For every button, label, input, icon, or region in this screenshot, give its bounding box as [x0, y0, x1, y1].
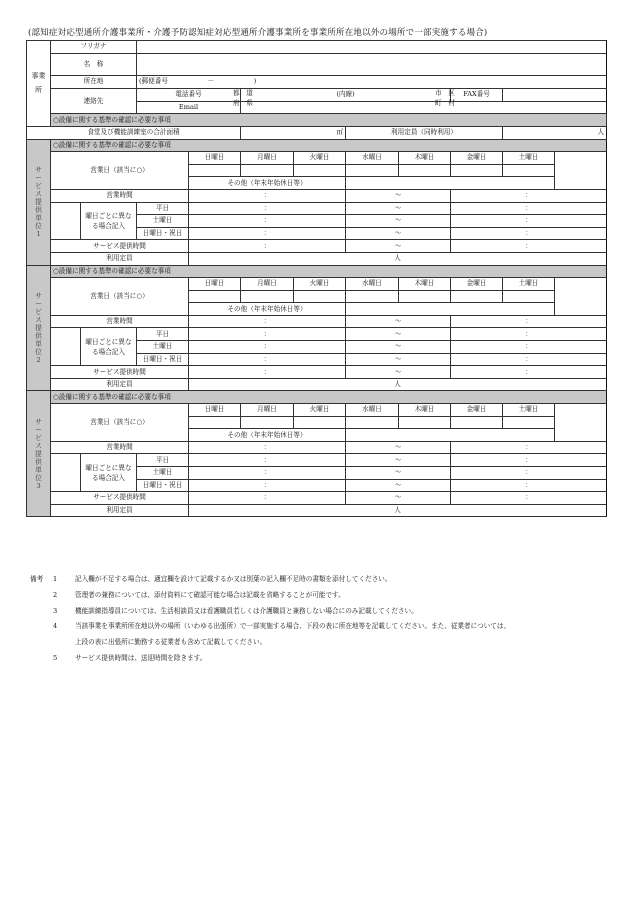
- range-tilde: ～: [346, 353, 451, 366]
- note-item: [30, 635, 610, 651]
- note-text: 機能訓練指導員については、生活相談員又は看護職員若しくは介護職員と兼務しない場合にのみ記載してください。: [75, 606, 418, 615]
- postal-code: (郵便番号 － ): [139, 76, 257, 85]
- note-number: 2: [53, 590, 58, 599]
- colon: ：: [263, 203, 271, 212]
- note-text: サービス提供時間は、送迎時間を除きます。: [75, 653, 207, 662]
- start-time-input[interactable]: [189, 328, 346, 341]
- by-day-label: 曜日ごとに異なる場合記入: [81, 328, 137, 366]
- sqm-unit: ㎡: [336, 128, 344, 137]
- weekday-checkbox[interactable]: [399, 290, 451, 303]
- unit-capacity-input[interactable]: [189, 504, 607, 517]
- range-tilde: ～: [346, 492, 451, 505]
- note-text: 記入欄が不足する場合は、適宜欄を設けて記載するか又は別葉の記入欄不足時の書類を添付してください。: [75, 575, 392, 583]
- range-tilde: ～: [346, 467, 451, 480]
- dining-area-label: 食堂及び機能訓練室の合計面積: [27, 126, 241, 139]
- end-time-input[interactable]: [451, 492, 607, 505]
- note-item: [30, 588, 610, 604]
- business-days-label: 営業日（該当に○）: [51, 278, 189, 316]
- phone-label: 電話番号: [137, 89, 241, 102]
- colon: ：: [525, 367, 532, 376]
- end-time-input[interactable]: [451, 189, 607, 202]
- day-type-weekday: 平日: [137, 454, 189, 467]
- name-label: 名 称: [51, 53, 137, 75]
- weekday-checkbox[interactable]: [189, 290, 241, 303]
- end-time-input[interactable]: [451, 328, 607, 341]
- weekday-header: 金曜日: [451, 152, 503, 165]
- person-unit: 人: [597, 128, 605, 137]
- weekday-checkbox[interactable]: [503, 290, 555, 303]
- phone-input[interactable]: [241, 89, 451, 102]
- colon: ：: [525, 468, 532, 477]
- business-days-label: 営業日（該当に○）: [51, 152, 189, 190]
- city-cho-son: 町 村: [435, 98, 455, 107]
- start-time-input[interactable]: [189, 240, 346, 253]
- day-type-sunday-holiday: 日曜日・祝日: [137, 479, 189, 492]
- capacity-label: 利用定員（同時利用）: [346, 126, 503, 139]
- business-hours-label: 営業時間: [51, 441, 189, 454]
- end-time-input[interactable]: [451, 227, 607, 240]
- end-time-input[interactable]: [451, 215, 607, 228]
- unit-capacity-input[interactable]: [189, 252, 607, 265]
- other-holidays-label: その他（年末年始休日等）: [189, 303, 346, 316]
- dining-area-input[interactable]: [241, 126, 346, 139]
- colon: ：: [263, 329, 271, 338]
- start-time-input[interactable]: [189, 366, 346, 379]
- weekday-checkbox[interactable]: [399, 416, 451, 429]
- range-tilde: ～: [346, 366, 451, 379]
- start-time-input[interactable]: [189, 454, 346, 467]
- start-time-input[interactable]: [189, 441, 346, 454]
- service-unit-label: サービス提供単位1: [27, 139, 51, 265]
- weekday-checkbox[interactable]: [241, 416, 294, 429]
- colon: ：: [263, 480, 271, 489]
- notes-heading: 備考: [30, 575, 44, 583]
- office-section-label: 事業所: [27, 41, 51, 127]
- capacity-input[interactable]: [503, 126, 607, 139]
- address-label: 所在地: [51, 75, 137, 89]
- other-holidays-label: その他（年末年始休日等）: [189, 429, 346, 442]
- range-tilde: ～: [346, 202, 451, 215]
- furigana-label: フリガナ: [51, 41, 137, 54]
- day-type-saturday: 土曜日: [137, 341, 189, 354]
- colon: ：: [263, 367, 271, 376]
- range-tilde: ～: [346, 454, 451, 467]
- colon: ：: [525, 354, 532, 363]
- business-hours-label: 営業時間: [51, 315, 189, 328]
- start-time-input[interactable]: [189, 467, 346, 480]
- email-input[interactable]: [241, 101, 607, 114]
- start-time-input[interactable]: [189, 341, 346, 354]
- range-tilde: ～: [346, 341, 451, 354]
- unit-capacity-label: 利用定員: [51, 378, 189, 391]
- unit-capacity-input[interactable]: [189, 378, 607, 391]
- weekday-header: 木曜日: [399, 278, 451, 291]
- note-number: 3: [53, 606, 58, 615]
- range-tilde: ～: [346, 328, 451, 341]
- start-time-input[interactable]: [189, 215, 346, 228]
- note-number: 5: [53, 653, 58, 662]
- other-holidays-input[interactable]: [346, 177, 555, 190]
- colon: ：: [525, 493, 532, 502]
- colon: ：: [263, 443, 271, 452]
- start-time-input[interactable]: [189, 315, 346, 328]
- start-time-input[interactable]: [189, 479, 346, 492]
- weekday-checkbox[interactable]: [451, 416, 503, 429]
- note-item: [30, 619, 610, 635]
- service-hours-label: サービス提供時間: [51, 366, 189, 379]
- weekday-header: 土曜日: [503, 404, 555, 417]
- end-time-input[interactable]: [451, 479, 607, 492]
- weekday-checkbox[interactable]: [503, 416, 555, 429]
- weekday-checkbox[interactable]: [241, 164, 294, 177]
- range-tilde: ～: [346, 479, 451, 492]
- range-tilde: ～: [346, 227, 451, 240]
- weekday-checkbox[interactable]: [399, 164, 451, 177]
- notes: [30, 572, 610, 667]
- note-number: 1: [53, 575, 58, 583]
- weekday-header: 木曜日: [399, 152, 451, 165]
- weekday-checkbox[interactable]: [189, 164, 241, 177]
- weekday-checkbox[interactable]: [294, 290, 346, 303]
- service-hours-label: サービス提供時間: [51, 240, 189, 253]
- range-tilde: ～: [346, 315, 451, 328]
- weekday-header: 日曜日: [189, 278, 241, 291]
- indent-cell: [51, 328, 81, 366]
- range-tilde: ～: [346, 441, 451, 454]
- weekday-checkbox[interactable]: [241, 290, 294, 303]
- indent-cell: [51, 202, 81, 240]
- weekday-header: 火曜日: [294, 278, 346, 291]
- end-time-input[interactable]: [451, 315, 607, 328]
- colon: ：: [525, 216, 532, 225]
- weekday-header: 土曜日: [503, 278, 555, 291]
- unit-capacity-label: 利用定員: [51, 504, 189, 517]
- name-input[interactable]: [137, 53, 607, 75]
- business-days-label: 営業日（該当に○）: [51, 404, 189, 442]
- weekday-checkbox[interactable]: [451, 290, 503, 303]
- furigana-input[interactable]: [137, 41, 607, 54]
- note-text: 管理者の兼務については、添付資料にて確認可能な場合は記載を省略することが可能です。: [75, 590, 345, 599]
- weekday-checkbox[interactable]: [294, 164, 346, 177]
- other-holidays-input[interactable]: [346, 429, 555, 442]
- weekday-header: 火曜日: [294, 404, 346, 417]
- end-time-input[interactable]: [451, 240, 607, 253]
- range-tilde: ～: [346, 240, 451, 253]
- colon: ：: [263, 354, 271, 363]
- note-item: [30, 604, 610, 620]
- fax-label: FAX番号: [451, 89, 503, 102]
- day-type-saturday: 土曜日: [137, 215, 189, 228]
- weekday-checkbox[interactable]: [346, 416, 399, 429]
- weekday-header: 金曜日: [451, 278, 503, 291]
- note-number: 4: [53, 622, 58, 631]
- colon: ：: [525, 480, 532, 489]
- weekday-header: 水曜日: [346, 152, 399, 165]
- prefecture-to-do: 都 道: [233, 88, 253, 97]
- colon: ：: [263, 468, 271, 477]
- colon: ：: [525, 241, 532, 250]
- range-tilde: ～: [346, 189, 451, 202]
- weekday-checkbox[interactable]: [346, 290, 399, 303]
- colon: ：: [525, 455, 532, 464]
- end-time-input[interactable]: [451, 353, 607, 366]
- note-item: [30, 651, 610, 667]
- weekday-header: 月曜日: [241, 278, 294, 291]
- colon: ：: [263, 241, 271, 250]
- person-unit: 人: [394, 380, 401, 389]
- indent-cell: [51, 454, 81, 492]
- unit-facility-header: ○設備に関する基準の確認に必要な事項: [51, 139, 607, 152]
- start-time-input[interactable]: [189, 202, 346, 215]
- business-hours-label: 営業時間: [51, 189, 189, 202]
- fax-input[interactable]: [503, 89, 607, 102]
- weekday-header: 月曜日: [241, 152, 294, 165]
- extension-label: (内線): [336, 90, 355, 99]
- weekday-checkbox[interactable]: [189, 416, 241, 429]
- colon: ：: [263, 317, 271, 326]
- colon: ：: [525, 342, 532, 351]
- colon: ：: [525, 443, 532, 452]
- person-unit: 人: [394, 254, 401, 263]
- weekday-header: 水曜日: [346, 404, 399, 417]
- contact-label: 連絡先: [51, 89, 137, 114]
- person-unit: 人: [394, 506, 401, 515]
- day-type-weekday: 平日: [137, 202, 189, 215]
- unit-facility-header: ○設備に関する基準の確認に必要な事項: [51, 265, 607, 278]
- weekday-header: 金曜日: [451, 404, 503, 417]
- form-title: (認知症対応型通所介護事業所・介護予防認知症対応型通所介護事業所を事業所所在地以外の場所で一部実施する場合): [28, 28, 488, 38]
- other-holidays-label: その他（年末年始休日等）: [189, 177, 346, 190]
- colon: ：: [263, 191, 271, 200]
- weekday-header: 月曜日: [241, 404, 294, 417]
- end-time-input[interactable]: [451, 366, 607, 379]
- day-type-saturday: 土曜日: [137, 467, 189, 480]
- note-number: [50, 635, 75, 651]
- email-label: Email: [137, 101, 241, 114]
- colon: ：: [525, 317, 532, 326]
- colon: ：: [525, 229, 532, 238]
- end-time-input[interactable]: [451, 454, 607, 467]
- weekday-checkbox[interactable]: [451, 164, 503, 177]
- weekday-header: 火曜日: [294, 152, 346, 165]
- weekday-checkbox[interactable]: [294, 416, 346, 429]
- by-day-label: 曜日ごとに異なる場合記入: [81, 202, 137, 240]
- weekday-checkbox[interactable]: [503, 164, 555, 177]
- prefecture-fu-ken: 府 県: [233, 98, 253, 107]
- start-time-input[interactable]: [189, 353, 346, 366]
- day-type-sunday-holiday: 日曜日・祝日: [137, 227, 189, 240]
- end-time-input[interactable]: [451, 341, 607, 354]
- day-type-sunday-holiday: 日曜日・祝日: [137, 353, 189, 366]
- unit-facility-header: ○設備に関する基準の確認に必要な事項: [51, 391, 607, 404]
- start-time-input[interactable]: [189, 227, 346, 240]
- city-shi-ku: 市 区: [435, 88, 455, 97]
- weekday-header: 日曜日: [189, 404, 241, 417]
- service-unit-label: サービス提供単位2: [27, 265, 51, 391]
- unit-capacity-label: 利用定員: [51, 252, 189, 265]
- colon: ：: [263, 229, 271, 238]
- start-time-input[interactable]: [189, 189, 346, 202]
- colon: ：: [263, 342, 271, 351]
- range-tilde: ～: [346, 215, 451, 228]
- colon: ：: [525, 191, 532, 200]
- weekday-header: 木曜日: [399, 404, 451, 417]
- end-time-input[interactable]: [451, 441, 607, 454]
- weekday-header: 土曜日: [503, 152, 555, 165]
- note-text: 上段の表に出張所に勤務する従業者も含めて記載してください。: [75, 638, 267, 647]
- weekday-header: 日曜日: [189, 152, 241, 165]
- day-type-weekday: 平日: [137, 328, 189, 341]
- colon: ：: [263, 493, 271, 502]
- colon: ：: [525, 329, 532, 338]
- facility-header: ○設備に関する基準の確認に必要な事項: [51, 114, 607, 127]
- weekday-checkbox[interactable]: [346, 164, 399, 177]
- service-unit-label: サービス提供単位3: [27, 391, 51, 517]
- application-form-table: [26, 40, 607, 517]
- colon: ：: [525, 203, 532, 212]
- colon: ：: [263, 455, 271, 464]
- weekday-header: 水曜日: [346, 278, 399, 291]
- colon: ：: [263, 216, 271, 225]
- end-time-input[interactable]: [451, 202, 607, 215]
- by-day-label: 曜日ごとに異なる場合記入: [81, 454, 137, 492]
- note-text: 当該事業を事業所所在地以外の場所（いわゆる出張所）で一部実施する場合、下段の表に所在地等を記載してください。また、従業者については、: [75, 622, 511, 631]
- end-time-input[interactable]: [451, 467, 607, 480]
- service-hours-label: サービス提供時間: [51, 492, 189, 505]
- other-holidays-input[interactable]: [346, 303, 555, 316]
- start-time-input[interactable]: [189, 492, 346, 505]
- note-item: [30, 572, 610, 588]
